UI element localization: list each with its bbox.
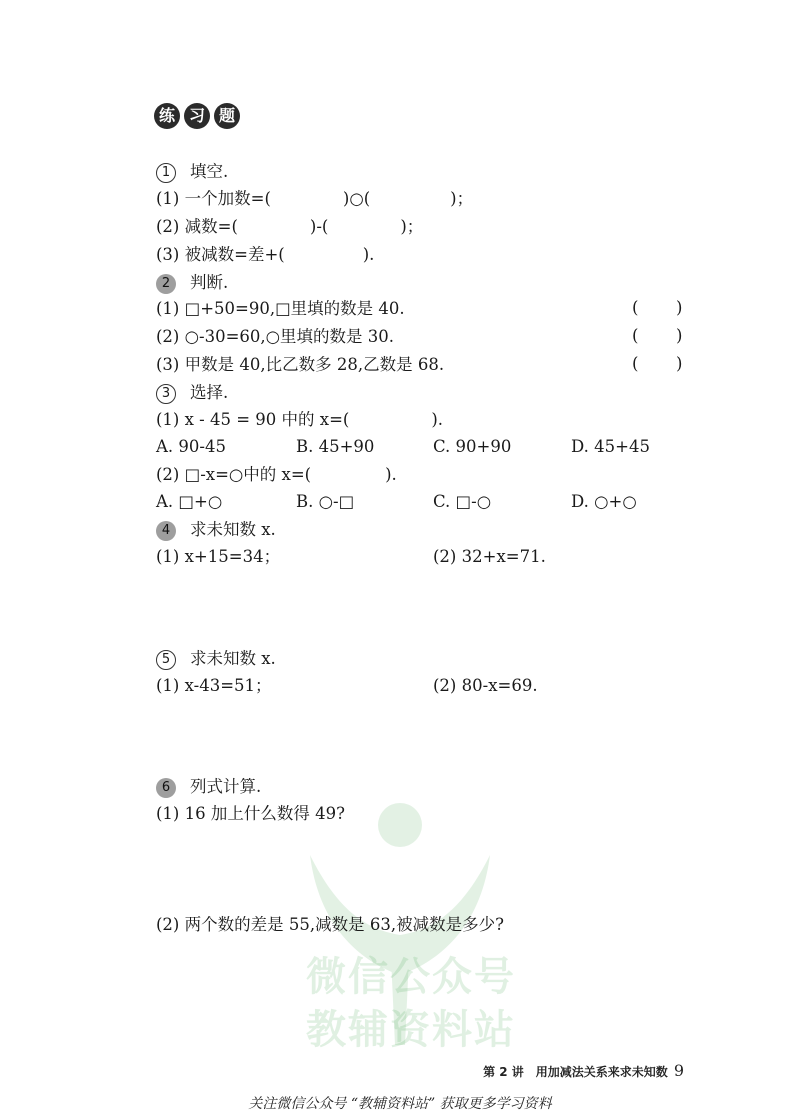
- section-5-heading: 5 求未知数 x.: [156, 648, 276, 670]
- section-4-heading: 4 求未知数 x.: [156, 519, 276, 541]
- watermark-text-2: 教辅资料站: [306, 1007, 516, 1053]
- section-3-heading: 3 选择.: [156, 382, 228, 404]
- s3-q1-option-a: A. 90-45: [156, 437, 226, 456]
- section-number: 6: [156, 778, 176, 798]
- answer-paren-open: (: [632, 326, 639, 345]
- s3-q2-option-c: C. □-○: [433, 492, 492, 511]
- answer-paren-close: ): [676, 354, 683, 373]
- s3-q1-option-d: D. 45+45: [571, 437, 650, 456]
- s2-q3: (3) 甲数是 40,比乙数多 28,乙数是 68.: [156, 355, 445, 374]
- s1-q3: (3) 被减数=差+( ).: [156, 245, 375, 264]
- s6-q1: (1) 16 加上什么数得 49?: [156, 804, 345, 823]
- s3-q1-option-c: C. 90+90: [433, 437, 512, 456]
- s3-q2-option-b: B. ○-□: [296, 492, 355, 511]
- title-char: 习: [184, 103, 210, 129]
- page-number: 9: [673, 1061, 684, 1080]
- s3-q1: (1) x - 45 = 90 中的 x=( ).: [156, 410, 444, 429]
- s3-q2: (2) □-x=○中的 x=( ).: [156, 465, 397, 484]
- s1-q2: (2) 减数=( )-( )；: [156, 217, 424, 236]
- answer-paren-open: (: [632, 354, 639, 373]
- exercise-title: [154, 103, 240, 129]
- section-number: 2: [156, 274, 176, 294]
- s2-q1: (1) □+50=90,□里填的数是 40.: [156, 299, 405, 318]
- s5-q1: (1) x-43=51；: [156, 676, 272, 695]
- s4-q1: (1) x+15=34；: [156, 547, 281, 566]
- section-1-heading: 1 填空.: [156, 161, 228, 183]
- s6-q2: (2) 两个数的差是 55,减数是 63,被减数是多少?: [156, 915, 504, 934]
- page-footer: [483, 1061, 684, 1080]
- section-2-heading: 2 判断.: [156, 272, 228, 294]
- watermark-text-1: 微信公众号: [306, 954, 516, 1000]
- title-char: 练: [154, 103, 180, 129]
- bottom-note: 关注微信公众号 “教辅资料站” 获取更多学习资料: [248, 1096, 552, 1112]
- section-number: 4: [156, 521, 176, 541]
- section-number: 1: [156, 163, 176, 183]
- section-number: 5: [156, 650, 176, 670]
- s4-q2: (2) 32+x=71.: [433, 547, 546, 566]
- s2-q2: (2) ○-30=60,○里填的数是 30.: [156, 327, 395, 346]
- s5-q2: (2) 80-x=69.: [433, 676, 538, 695]
- title-char: 题: [214, 103, 240, 129]
- section-6-heading: 6 列式计算.: [156, 776, 261, 798]
- chapter-title: 第 2 讲 用加减法关系来求未知数: [483, 1065, 668, 1079]
- answer-paren-open: (: [632, 298, 639, 317]
- s3-q1-option-b: B. 45+90: [296, 437, 375, 456]
- answer-paren-close: ): [676, 298, 683, 317]
- section-number: 3: [156, 384, 176, 404]
- s1-q1: (1) 一个加数=( )○( )；: [156, 189, 474, 208]
- answer-paren-close: ): [676, 326, 683, 345]
- s3-q2-option-a: A. □+○: [156, 492, 223, 511]
- s3-q2-option-d: D. ○+○: [571, 492, 637, 511]
